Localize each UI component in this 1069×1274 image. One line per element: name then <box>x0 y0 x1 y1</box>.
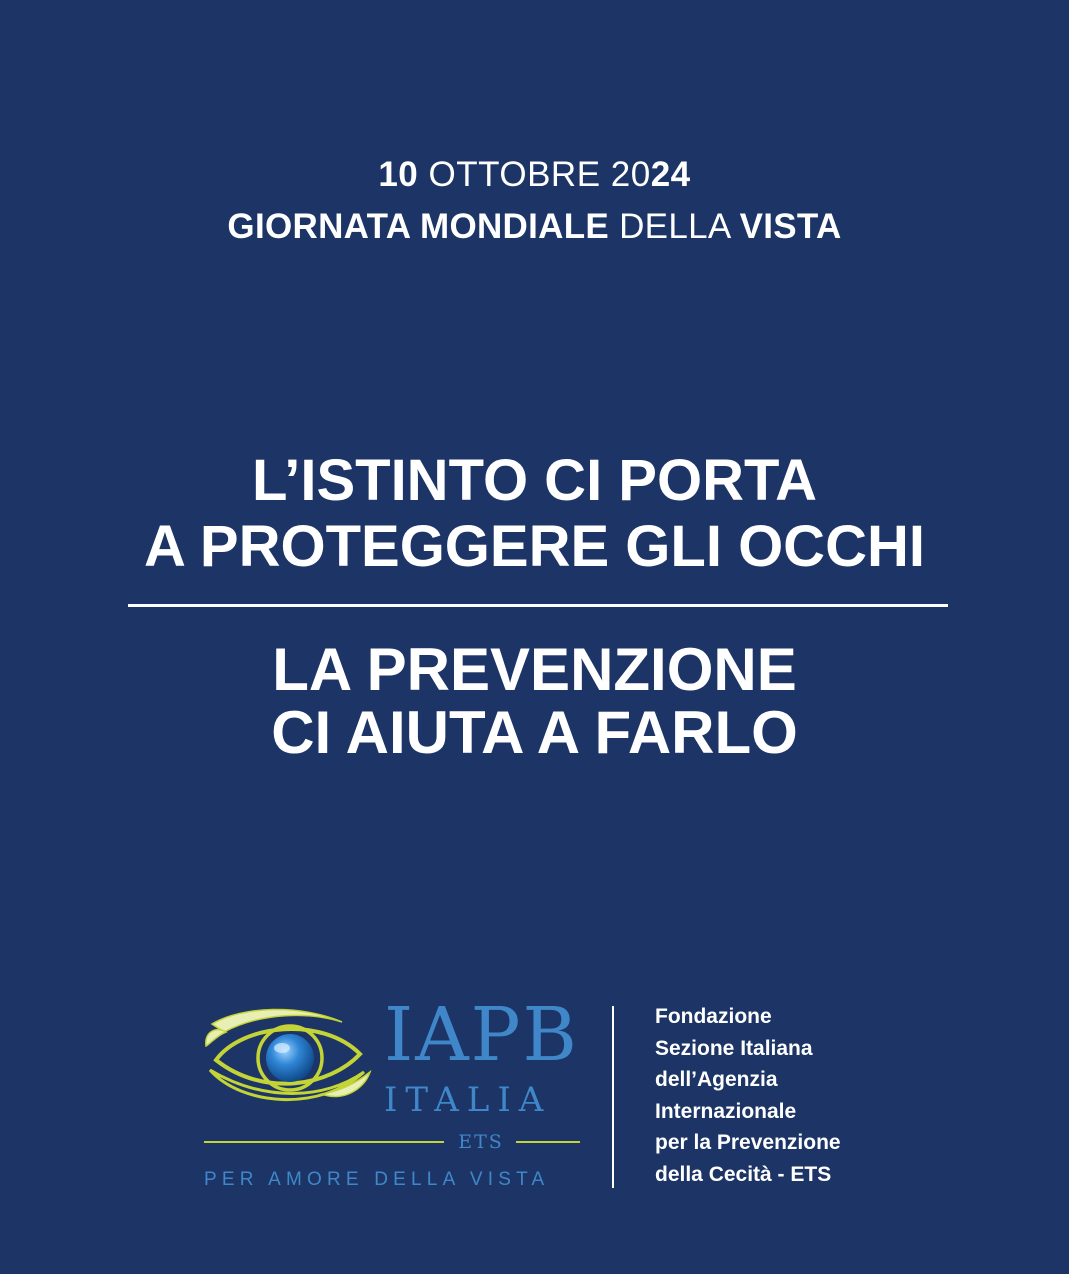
foundation-line: Internazionale <box>655 1099 797 1123</box>
foundation-line: dell’Agenzia <box>655 1068 778 1092</box>
foundation-name <box>655 1001 841 1191</box>
event-name-part-1: GIORNATA MONDIALE <box>227 207 610 246</box>
event-name-part-3: VISTA <box>739 207 842 246</box>
foundation-line: Fondazione <box>655 1005 772 1028</box>
foundation-line: della Cecità - ETS <box>655 1162 832 1186</box>
logo-suffix-row <box>204 1128 580 1156</box>
foundation-line: per la Prevenzione <box>655 1131 841 1155</box>
headline-divider <box>128 604 948 607</box>
subhead-line-2: CI AIUTA A FARLO <box>271 699 798 766</box>
date-day: 10 <box>378 155 419 194</box>
date-month-year: OTTOBRE 20 <box>428 155 651 194</box>
event-header <box>0 148 1069 252</box>
subhead-line-1: LA PREVENZIONE <box>272 636 797 703</box>
logo-suffix: ETS <box>458 1131 504 1153</box>
headline-line-1: L’ISTINTO CI PORTA <box>252 448 817 513</box>
logo-rule-right <box>516 1141 580 1143</box>
foundation-line: Sezione Italiana <box>655 1036 813 1060</box>
logo-country: ITALIA <box>384 1080 552 1120</box>
logo-rule-left <box>204 1141 444 1143</box>
event-date <box>0 148 1069 202</box>
logo-name: IAPB <box>384 992 579 1078</box>
date-year-end: 24 <box>650 155 691 194</box>
event-name <box>0 202 1069 252</box>
event-name-part-2: DELLA <box>619 207 730 246</box>
headline-line-2: A PROTEGGERE GLI OCCHI <box>144 514 925 579</box>
headline <box>0 448 1069 580</box>
logo-tagline: PER AMORE DELLA VISTA <box>204 1169 550 1190</box>
subhead <box>0 638 1069 764</box>
eye-icon <box>202 1002 382 1112</box>
logo-separator <box>612 1006 614 1188</box>
